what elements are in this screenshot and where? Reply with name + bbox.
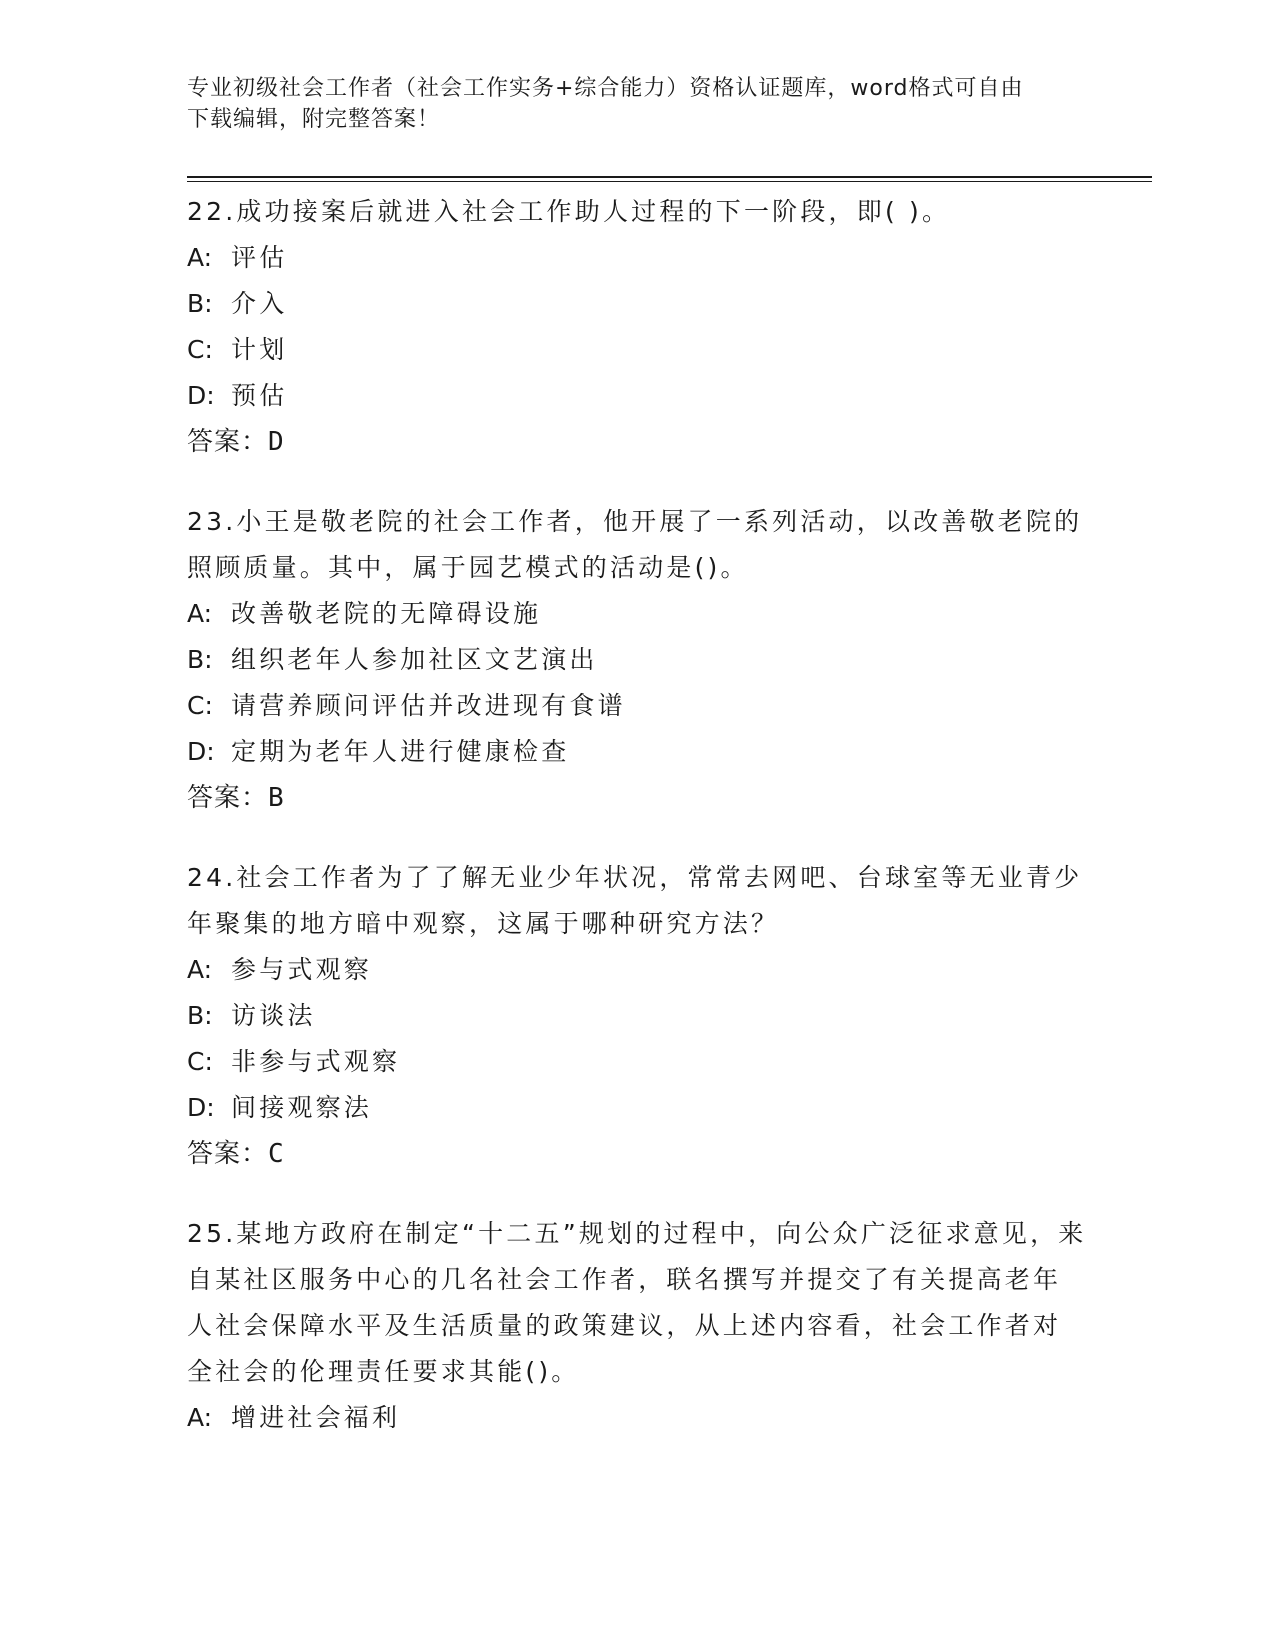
question-22: [187, 189, 1087, 465]
document-header: [187, 73, 1087, 135]
question-25: [187, 1211, 1087, 1441]
header-line-1: 专业初级社会工作者（社会工作实务+综合能力）资格认证题库，word格式可自由: [187, 76, 1024, 101]
question-list: [187, 189, 1087, 1475]
question-text: 22.成功接案后就进入社会工作助人过程的下一阶段，即( )。: [187, 197, 951, 226]
option-b: B: 访谈法: [187, 1001, 316, 1030]
answer-value: D: [268, 427, 285, 457]
question-text: 24.社会工作者为了了解无业少年状况，常常去网吧、台球室等无业青少年聚集的地方暗中观察，这属于哪种研究方法？: [187, 863, 1083, 938]
question-24: [187, 855, 1087, 1177]
option-d: D: 定期为老年人进行健康检查: [187, 737, 570, 766]
answer-line: [187, 419, 1087, 465]
header-divider-thin: [187, 181, 1152, 182]
question-text: 25.某地方政府在制定“十二五”规划的过程中，向公众广泛征求意见，来自某社区服务中心的几名社会工作者，联名撰写并提交了有关提高老年人社会保障水平及生活质量的政策建议，从上述内容看，社会工作者对全社会的伦理责任要求其能()。: [187, 1219, 1087, 1386]
answer-value: B: [268, 783, 285, 813]
answer-value: C: [268, 1139, 285, 1169]
header-divider-thick: [187, 176, 1152, 178]
answer-line: [187, 775, 1087, 821]
option-c: C: 请营养顾问评估并改进现有食谱: [187, 691, 626, 720]
answer-label: 答案：: [187, 427, 269, 457]
option-d: D: 预估: [187, 381, 288, 410]
option-b: B: 介入: [187, 289, 288, 318]
option-b: B: 组织老年人参加社区文艺演出: [187, 645, 598, 674]
answer-label: 答案：: [187, 1139, 269, 1169]
option-a: A: 评估: [187, 243, 288, 272]
answer-label: 答案：: [187, 783, 269, 813]
option-c: C: 非参与式观察: [187, 1047, 401, 1076]
option-a: A: 改善敬老院的无障碍设施: [187, 599, 542, 628]
option-a: A: 增进社会福利: [187, 1403, 401, 1432]
question-23: [187, 499, 1087, 821]
option-c: C: 计划: [187, 335, 288, 364]
header-line-2: 下载编辑，附完整答案！: [187, 107, 441, 132]
option-d: D: 间接观察法: [187, 1093, 373, 1122]
option-a: A: 参与式观察: [187, 955, 373, 984]
answer-line: [187, 1131, 1087, 1177]
question-text: 23.小王是敬老院的社会工作者，他开展了一系列活动，以改善敬老院的照顾质量。其中，属于园艺模式的活动是()。: [187, 507, 1083, 582]
